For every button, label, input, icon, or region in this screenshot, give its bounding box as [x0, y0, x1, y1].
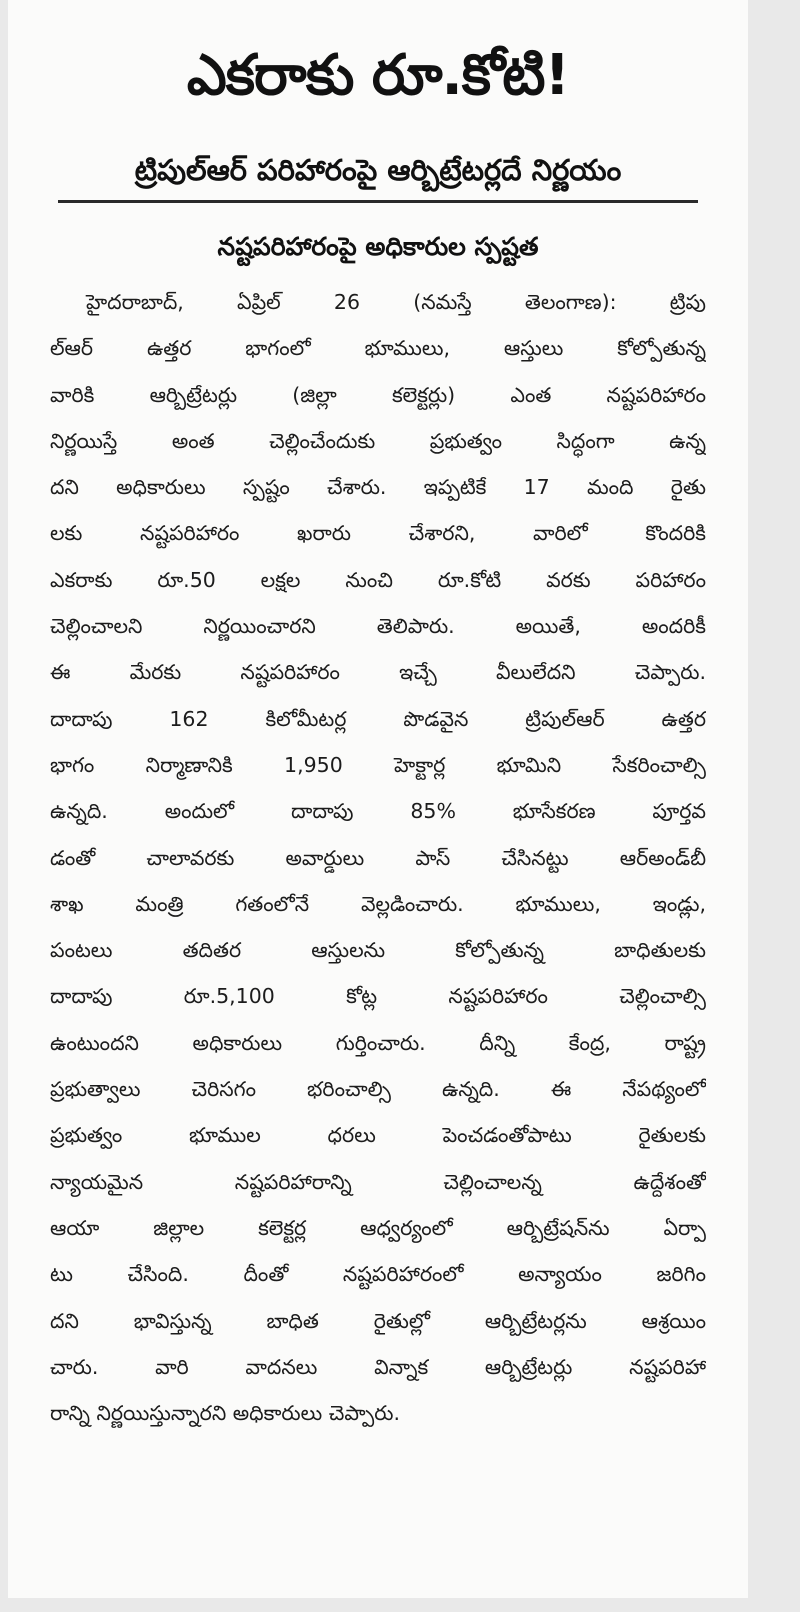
body-line: ఈ మేరకు నష్టపరిహారం ఇచ్చే వీలులేదని చెప్పారు.	[50, 660, 706, 685]
body-line: నిర్ణయిస్తే అంత చెల్లించేందుకు ప్రభుత్వం సిద్ధంగా ఉన్న	[50, 428, 706, 453]
body-line: దని అధికారులు స్పష్టం చేశారు. ఇప్పటికే 17 మంది రైతు	[50, 475, 706, 500]
body-line: హైదరాబాద్‌, ఏప్రిల్‌ 26 (నమస్తే తెలంగాణ): ట్రిపు	[86, 290, 706, 314]
body-line: టు చేసింది. దీంతో నష్టపరిహారంలో అన్యాయం జరిగిం	[50, 1262, 706, 1287]
body-line: శాఖ మంత్రి గతంలోనే వెల్లడించారు. భూములు, ఇండ్లు,	[50, 891, 706, 916]
body-line: రాన్ని నిర్ణయిస్తున్నారని అధికారులు చెప్పారు.	[50, 1401, 400, 1426]
body-line: పంటలు తదితర ఆస్తులను కోల్పోతున్న బాధితులకు	[50, 938, 706, 963]
body-line: దని భావిస్తున్న బాధిత రైతుల్లో ఆర్బిట్రేటర్లను ఆశ్రయిం	[50, 1308, 706, 1333]
body-line: ఆయా జిల్లాల కలెక్టర్ల ఆధ్వర్యంలో ఆర్బిట్రేషన్‌ను ఏర్పా	[50, 1215, 706, 1240]
divider-rule	[58, 200, 698, 203]
body-line: ల్‌ఆర్‌ ఉత్తర భాగంలో భూములు, ఆస్తులు కోల్పోతున్న	[50, 336, 706, 361]
body-line: డంతో చాలావరకు అవార్డులు పాస్‌ చేసినట్టు ఆర్‌అండ్‌బీ	[50, 845, 706, 870]
subheadline: ట్రిపుల్‌ఆర్‌ పరిహారంపై ఆర్బిట్రేటర్లదే నిర్ణయం	[134, 153, 622, 187]
body-line: ప్రభుత్వాలు చెరిసగం భరించాల్సి ఉన్నది. ఈ నేపథ్యంలో	[50, 1077, 706, 1102]
newspaper-clipping	[8, 0, 748, 1598]
body-line: ప్రభుత్వం భూముల ధరలు పెంచడంతోపాటు రైతులకు	[50, 1123, 706, 1148]
article-body	[50, 279, 706, 1436]
body-line: ఎకరాకు రూ.50 లక్షల నుంచి రూ.కోటి వరకు పరిహారం	[50, 567, 706, 592]
kicker: నష్టపరిహారంపై అధికారుల స్పష్టత	[217, 232, 539, 261]
body-line: చారు. వారి వాదనలు విన్నాక ఆర్బిట్రేటర్లు నష్టపరిహా	[50, 1354, 706, 1379]
body-line: ఉంటుందని అధికారులు గుర్తించారు. దీన్ని కేంద్ర, రాష్ట్ర	[50, 1030, 706, 1055]
headline: ఎకరాకు రూ.కోటి!	[186, 43, 570, 108]
body-line: దాదాపు 162 కిలోమీటర్ల పొడవైన ట్రిపుల్‌ఆర్‌ ఉత్తర	[50, 706, 706, 731]
body-line: ఉన్నది. అందులో దాదాపు 85% భూసేకరణ పూర్తవ	[50, 799, 706, 824]
body-line: వారికి ఆర్బిట్రేటర్లు (జిల్లా కలెక్టర్లు) ఎంత నష్టపరిహారం	[50, 382, 706, 407]
body-line: భాగం నిర్మాణానికి 1,950 హెక్టార్ల భూమిని సేకరించాల్సి	[50, 752, 706, 777]
body-line: న్యాయమైన నష్టపరిహారాన్ని చెల్లించాలన్న ఉద్దేశంతో	[50, 1169, 706, 1194]
body-line: లకు నష్టపరిహారం ఖరారు చేశారని, వారిలో కొందరికి	[50, 521, 706, 546]
body-line: దాదాపు రూ.5,100 కోట్ల నష్టపరిహారం చెల్లించాల్సి	[50, 984, 706, 1009]
body-line: చెల్లించాలని నిర్ణయించారని తెలిపారు. అయితే, అందరికీ	[50, 614, 706, 639]
